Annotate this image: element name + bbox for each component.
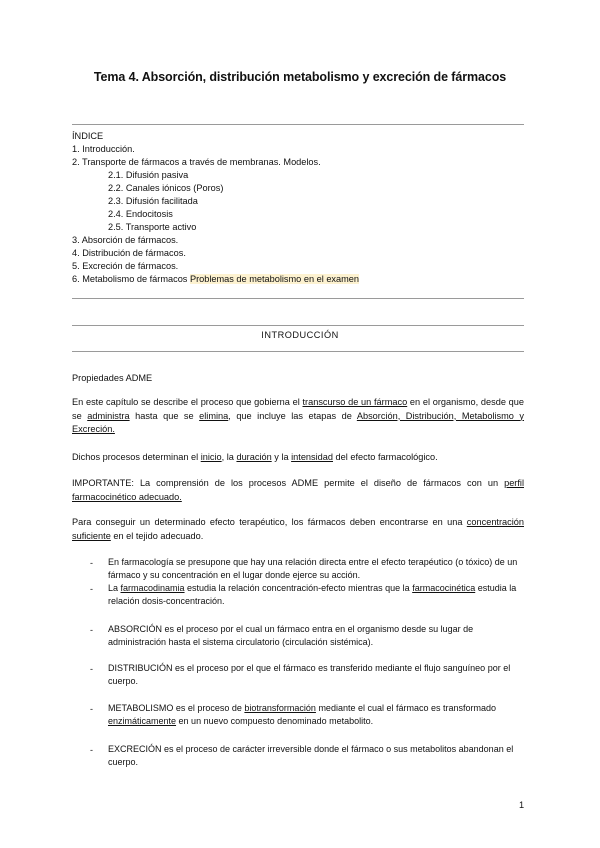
bullet-dash: - [90, 664, 93, 674]
paragraph: Dichos procesos determinan el inicio, la duración y la intensidad del efecto farmacológico. [72, 452, 438, 462]
section-heading: INTRODUCCIÓN [261, 330, 339, 340]
paragraph: En este capítulo se describe el proceso que gobierna el transcurso de un fármaco en el organismo, desde que se administra hasta que se elimina, que incluye las etapas de Absorción, Distribución, Metabolismo y Excreción. [72, 397, 525, 434]
divider [72, 298, 524, 299]
index-subitem: 2.3. Difusión facilitada [108, 196, 198, 206]
divider [72, 124, 524, 125]
index-subitem: 2.4. Endocitosis [108, 209, 173, 219]
page-number: 1 [519, 800, 525, 810]
bullet-item: METABOLISMO es el proceso de biotransformación mediante el cual el fármaco es transformado enzimáticamente en un nuevo compuesto denominado metabolito. [108, 703, 497, 727]
index-item: 5. Excreción de fármacos. [72, 261, 179, 271]
bullet-dash: - [90, 704, 93, 714]
index-item [72, 273, 359, 286]
bullet-item: En farmacología se presupone que hay una relación directa entre el efecto terapéutico (o tóxico) de un fármaco y su concentración en el lugar donde ejerce su acción. [108, 557, 518, 581]
divider [72, 351, 524, 352]
index-item: 4. Distribución de fármacos. [72, 248, 186, 258]
subheading: Propiedades ADME [72, 373, 153, 383]
index-item: 2. Transporte de fármacos a través de membranas. Modelos. [72, 157, 321, 167]
bullet-item: EXCRECIÓN es el proceso de carácter irreversible donde el fármaco o sus metabolitos abandonan el cuerpo. [108, 744, 514, 768]
paragraph: Para conseguir un determinado efecto terapéutico, los fármacos deben encontrarse en una concentración suficiente en el tejido adecuado. [72, 517, 524, 541]
divider [72, 325, 524, 326]
index-subitem: 2.1. Difusión pasiva [108, 170, 189, 180]
bullet-dash: - [90, 745, 93, 755]
index-heading: ÍNDICE [72, 131, 104, 141]
highlighted-note: Problemas de metabolismo en el examen [189, 274, 360, 284]
bullet-item: DISTRIBUCIÓN es el proceso por el que el fármaco es transferido mediante el flujo sanguíneo por el cuerpo. [108, 663, 511, 687]
bullet-dash: - [90, 584, 93, 594]
index-item: 3. Absorción de fármacos. [72, 235, 179, 245]
bullet-item: ABSORCIÓN es el proceso por el cual un fármaco entra en el organismo desde su lugar de administración hasta el sistema circulatorio (circulación sistémica). [108, 624, 474, 648]
index-item: 1. Introducción. [72, 144, 135, 154]
index-item-label: 6. Metabolismo de fármacos [72, 274, 188, 284]
index-subitem: 2.2. Canales iónicos (Poros) [108, 183, 224, 193]
bullet-dash: - [90, 558, 93, 568]
document-title: Tema 4. Absorción, distribución metabolismo y excreción de fármacos [93, 70, 507, 84]
paragraph-important: IMPORTANTE: La comprensión de los procesos ADME permite el diseño de fármacos con un perfil farmacocinético adecuado. [72, 478, 524, 502]
bullet-dash: - [90, 625, 93, 635]
bullet-item: La farmacodinamia estudia la relación concentración-efecto mientras que la farmacocinética estudia la relación dosis-concentración. [108, 583, 517, 607]
index-subitem: 2.5. Transporte activo [108, 222, 197, 232]
